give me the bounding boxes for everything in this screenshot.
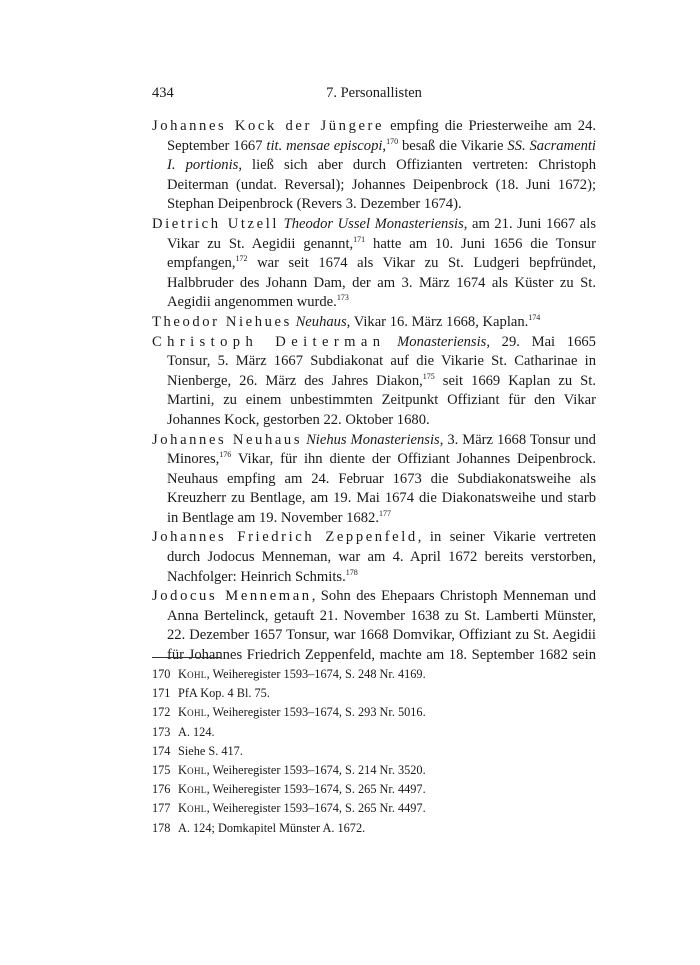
footnote — [152, 742, 596, 761]
footnote — [152, 703, 596, 722]
entry-text: , ließ sich aber durch Offizianten vertreten: Christoph Deiterman (undat. Reversal); Johannes Deipenbrock (18. Juni 1672); Stephan Deipenbrock (Revers 3. Dezember 1674). — [167, 157, 596, 213]
author-name: Kohl — [178, 705, 207, 720]
footnote — [152, 761, 596, 780]
footnote-number: 175 — [152, 763, 171, 778]
footnote-ref: 175 — [422, 371, 435, 381]
author-name: Kohl — [178, 763, 207, 778]
footnote-ref: 170 — [386, 136, 399, 146]
footnote-text: , Weiheregister 1593–1674, S. 214 Nr. 3520. — [206, 763, 426, 778]
entry-text: Vikar, für ihn diente der Offiziant Johannes Deipenbrock. Neuhaus empfing am 24. Februar 1673 die Subdiakonatsweihe als Kreuzherr zu Bentlage, am 19. Mai 1674 die Diakonatsweihe und starb in Bentlage am 19. November 1682. — [167, 451, 596, 526]
footnote-number: 174 — [152, 743, 171, 758]
person-name: Johannes Friedrich Zeppenfeld — [152, 529, 418, 546]
footnote-number: 178 — [152, 820, 171, 835]
entry-text: , 29. Mai 1665 Tonsur, 5. März 1667 Subdiakonat auf die Vikarie St. Catharinae in Nienberge, 26. März des Jahres Diakon, — [167, 333, 596, 389]
footnote-number: 176 — [152, 782, 171, 797]
footnote-text: , Weiheregister 1593–1674, S. 265 Nr. 4497. — [206, 801, 426, 816]
person-name: Johannes Kock der Jüngere — [152, 118, 385, 134]
latin-term: tit. mensae episcopi — [266, 137, 383, 154]
footnote-text: , Weiheregister 1593–1674, S. 293 Nr. 5016. — [206, 705, 426, 720]
latin-term: Monasteriensis — [397, 333, 487, 350]
footnote-ref: 174 — [528, 312, 541, 322]
person-name: Theodor Niehues — [152, 313, 292, 330]
person-entry — [152, 215, 596, 313]
footnote-separator — [152, 657, 221, 658]
running-header — [152, 84, 596, 102]
author-name: Kohl — [178, 782, 207, 797]
footnote — [152, 799, 596, 818]
footnote-text: Siehe S. 417. — [178, 743, 243, 758]
footnote-ref: 176 — [219, 450, 232, 460]
entry-text — [385, 334, 397, 350]
latin-term: Theodor Ussel Monasteriensis — [283, 215, 464, 232]
author-name: Kohl — [178, 801, 207, 816]
footnote-text: A. 124; Domkapitel Münster A. 1672. — [178, 820, 366, 835]
footnote-ref: 171 — [353, 234, 366, 244]
entry-text: , 3. März 1668 Tonsur und Minores, — [167, 431, 596, 468]
entry-text: hatte am 10. Juni 1656 die Tonsur empfangen, — [167, 235, 596, 272]
footnote-text: , Weiheregister 1593–1674, S. 248 Nr. 4169. — [206, 667, 426, 681]
latin-term: SS. Sacramenti I. portionis — [167, 137, 596, 174]
footnote-text: A. 124. — [178, 724, 215, 739]
latin-term: Niehus Monasteriensis — [306, 431, 440, 448]
entry-text: besaß die Vikarie — [398, 137, 508, 154]
footnote — [152, 684, 596, 703]
footnote-number: 173 — [152, 724, 171, 739]
entry-text: seit 1669 Kaplan zu St. Martini, zu einem unbestimmten Zeitpunkt Offiziant für den Vikar Johannes Kock, gestorben 22. Oktober 1680. — [167, 372, 596, 428]
footnote-text: , Weiheregister 1593–1674, S. 265 Nr. 4497. — [206, 782, 426, 797]
person-entry — [152, 587, 596, 665]
person-entry — [152, 117, 596, 215]
footnote-number: 177 — [152, 801, 171, 816]
latin-term: Neuhaus — [295, 313, 347, 330]
person-entry — [152, 313, 596, 333]
entry-text: empfing die Priesterweihe am 24. September 1667 — [167, 118, 597, 154]
author-name: Kohl — [178, 667, 207, 681]
entry-text: war seit 1674 als Vikar zu St. Ludgeri bepfründet, Halbbruder des Johann Dam, der am 3. März 1674 als Küster zu St. Aegidii angenommen wurde. — [167, 255, 596, 311]
person-entry — [152, 431, 596, 529]
footnote-ref: 177 — [378, 508, 391, 518]
person-entry — [152, 333, 596, 431]
footnote-number: 172 — [152, 705, 171, 720]
footnote — [152, 665, 596, 684]
footnotes — [152, 665, 596, 838]
footnote — [152, 723, 596, 742]
entry-text: , Sohn des Ehepaars Christoph Menneman und Anna Bertelinck, getauft 21. November 1638 zu St. Lamberti Münster, 22. Dezember 1657 Tonsur, war 1668 Domvikar, Offiziant zu St. Aegidii für Johannes Friedrich Zeppenfeld, machte am 18. September 1682 sein — [167, 588, 596, 664]
footnote-number: 171 — [152, 686, 171, 701]
person-name: Dietrich Utzell — [152, 215, 280, 232]
entry-text: , am 21. Juni 1667 als Vikar zu St. Aegidii genannt, — [167, 215, 596, 252]
entry-text: , Vikar 16. März 1668, Kaplan. — [346, 313, 529, 330]
person-name: Christoph Deiterman — [152, 333, 386, 350]
main-text — [152, 117, 596, 666]
footnote — [152, 819, 596, 838]
chapter-title: 7. Personallisten — [326, 85, 422, 101]
entry-text: , — [382, 137, 387, 154]
footnote-ref: 173 — [336, 293, 349, 303]
page-number: 434 — [152, 85, 174, 101]
footnote-text: PfA Kop. 4 Bl. 75. — [178, 686, 270, 701]
footnote-number: 170 — [152, 667, 171, 681]
entry-text: , in seiner Vikarie vertreten durch Jodocus Menneman, war am 4. April 1672 bereits verstorben, Nachfolger: Heinrich Schmits. — [167, 529, 597, 585]
footnote-ref: 178 — [345, 567, 358, 577]
person-name: Johannes Neuhaus — [152, 431, 303, 448]
person-name: Jodocus Menneman — [152, 588, 312, 605]
footnote — [152, 780, 596, 799]
person-entry — [152, 528, 596, 587]
footnote-ref: 172 — [235, 254, 248, 264]
